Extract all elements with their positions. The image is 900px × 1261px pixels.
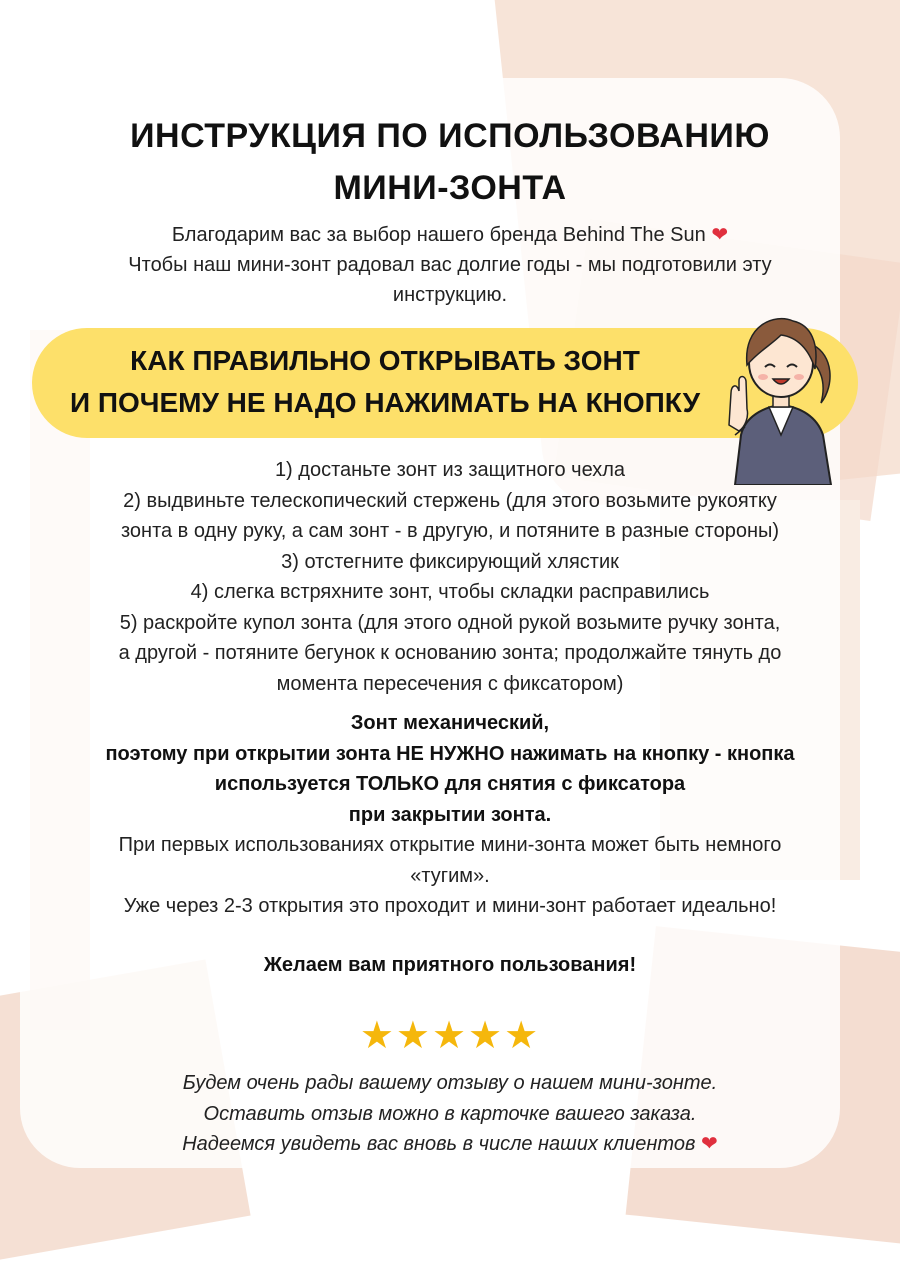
list-item: 2) выдвиньте телескопический стержень (для этого возьмите рукоятку xyxy=(123,489,777,512)
notice-line: «тугим». xyxy=(410,864,490,887)
notice-bold-line: при закрытии зонта. xyxy=(348,803,552,826)
outro-line: Будем очень рады вашему отзыву о нашем мини-зонте. xyxy=(182,1072,718,1094)
outro-line-text: Надеемся увидеть вас вновь в числе наших клиентов xyxy=(182,1133,696,1155)
notice-bold-line: Зонт механический, xyxy=(350,712,550,734)
heart-icon: ❤ xyxy=(711,224,729,246)
heart-icon: ❤ xyxy=(701,1133,718,1155)
list-item: зонта в одну руку, а сам зонт - в другую, и потяните в разные стороны) xyxy=(120,520,780,542)
outro-line xyxy=(60,1129,840,1160)
notice-bold-line: поэтому при открытии зонта НЕ НУЖНО нажимать на кнопку - кнопка xyxy=(105,742,795,765)
page-title xyxy=(0,110,900,214)
outro-line: Оставить отзыв можно в карточке вашего заказа. xyxy=(203,1102,697,1125)
notice-bold-line: используется ТОЛЬКО для снятия с фиксатора xyxy=(214,773,686,795)
intro-line-text: Благодарим вас за выбор нашего бренда Behind The Sun xyxy=(171,224,706,246)
list-item: 1) достаньте зонт из защитного чехла xyxy=(274,459,626,481)
title-line: МИНИ-ЗОНТА xyxy=(333,169,567,207)
title-line: ИНСТРУКЦИЯ ПО ИСПОЛЬЗОВАНИЮ xyxy=(130,117,770,155)
list-item: момента пересечения с фиксатором) xyxy=(276,672,624,695)
star-rating-icon: ★★★★★ xyxy=(359,1015,541,1057)
steps-list xyxy=(40,455,860,699)
list-item: 4) слегка встряхните зонт, чтобы складки расправились xyxy=(190,581,710,603)
intro-line: Чтобы наш мини-зонт радовал вас долгие годы - мы подготовили эту xyxy=(128,254,772,276)
section-heading-line: И ПОЧЕМУ НЕ НАДО НАЖИМАТЬ НА КНОПКУ xyxy=(69,387,700,418)
list-item: а другой - потяните бегунок к основанию зонта; продолжайте тянуть до xyxy=(118,642,782,664)
notice-block xyxy=(40,708,860,922)
section-heading-line: КАК ПРАВИЛЬНО ОТКРЫВАТЬ ЗОНТ xyxy=(130,345,640,376)
list-item: 5) раскройте купол зонта (для этого одной рукой возьмите ручку зонта, xyxy=(119,611,781,634)
notice-line: Уже через 2-3 открытия это проходит и мини-зонт работает идеально! xyxy=(123,895,777,917)
section-heading xyxy=(40,340,730,424)
intro-line xyxy=(60,220,840,250)
list-item: 3) отстегните фиксирующий хлястик xyxy=(281,550,619,573)
intro-line: инструкцию. xyxy=(392,284,508,306)
closing-wish: Желаем вам приятного пользования! xyxy=(263,954,637,976)
review-request xyxy=(60,1068,840,1160)
notice-line: При первых использованиях открытие мини-зонта может быть немного xyxy=(118,834,782,856)
